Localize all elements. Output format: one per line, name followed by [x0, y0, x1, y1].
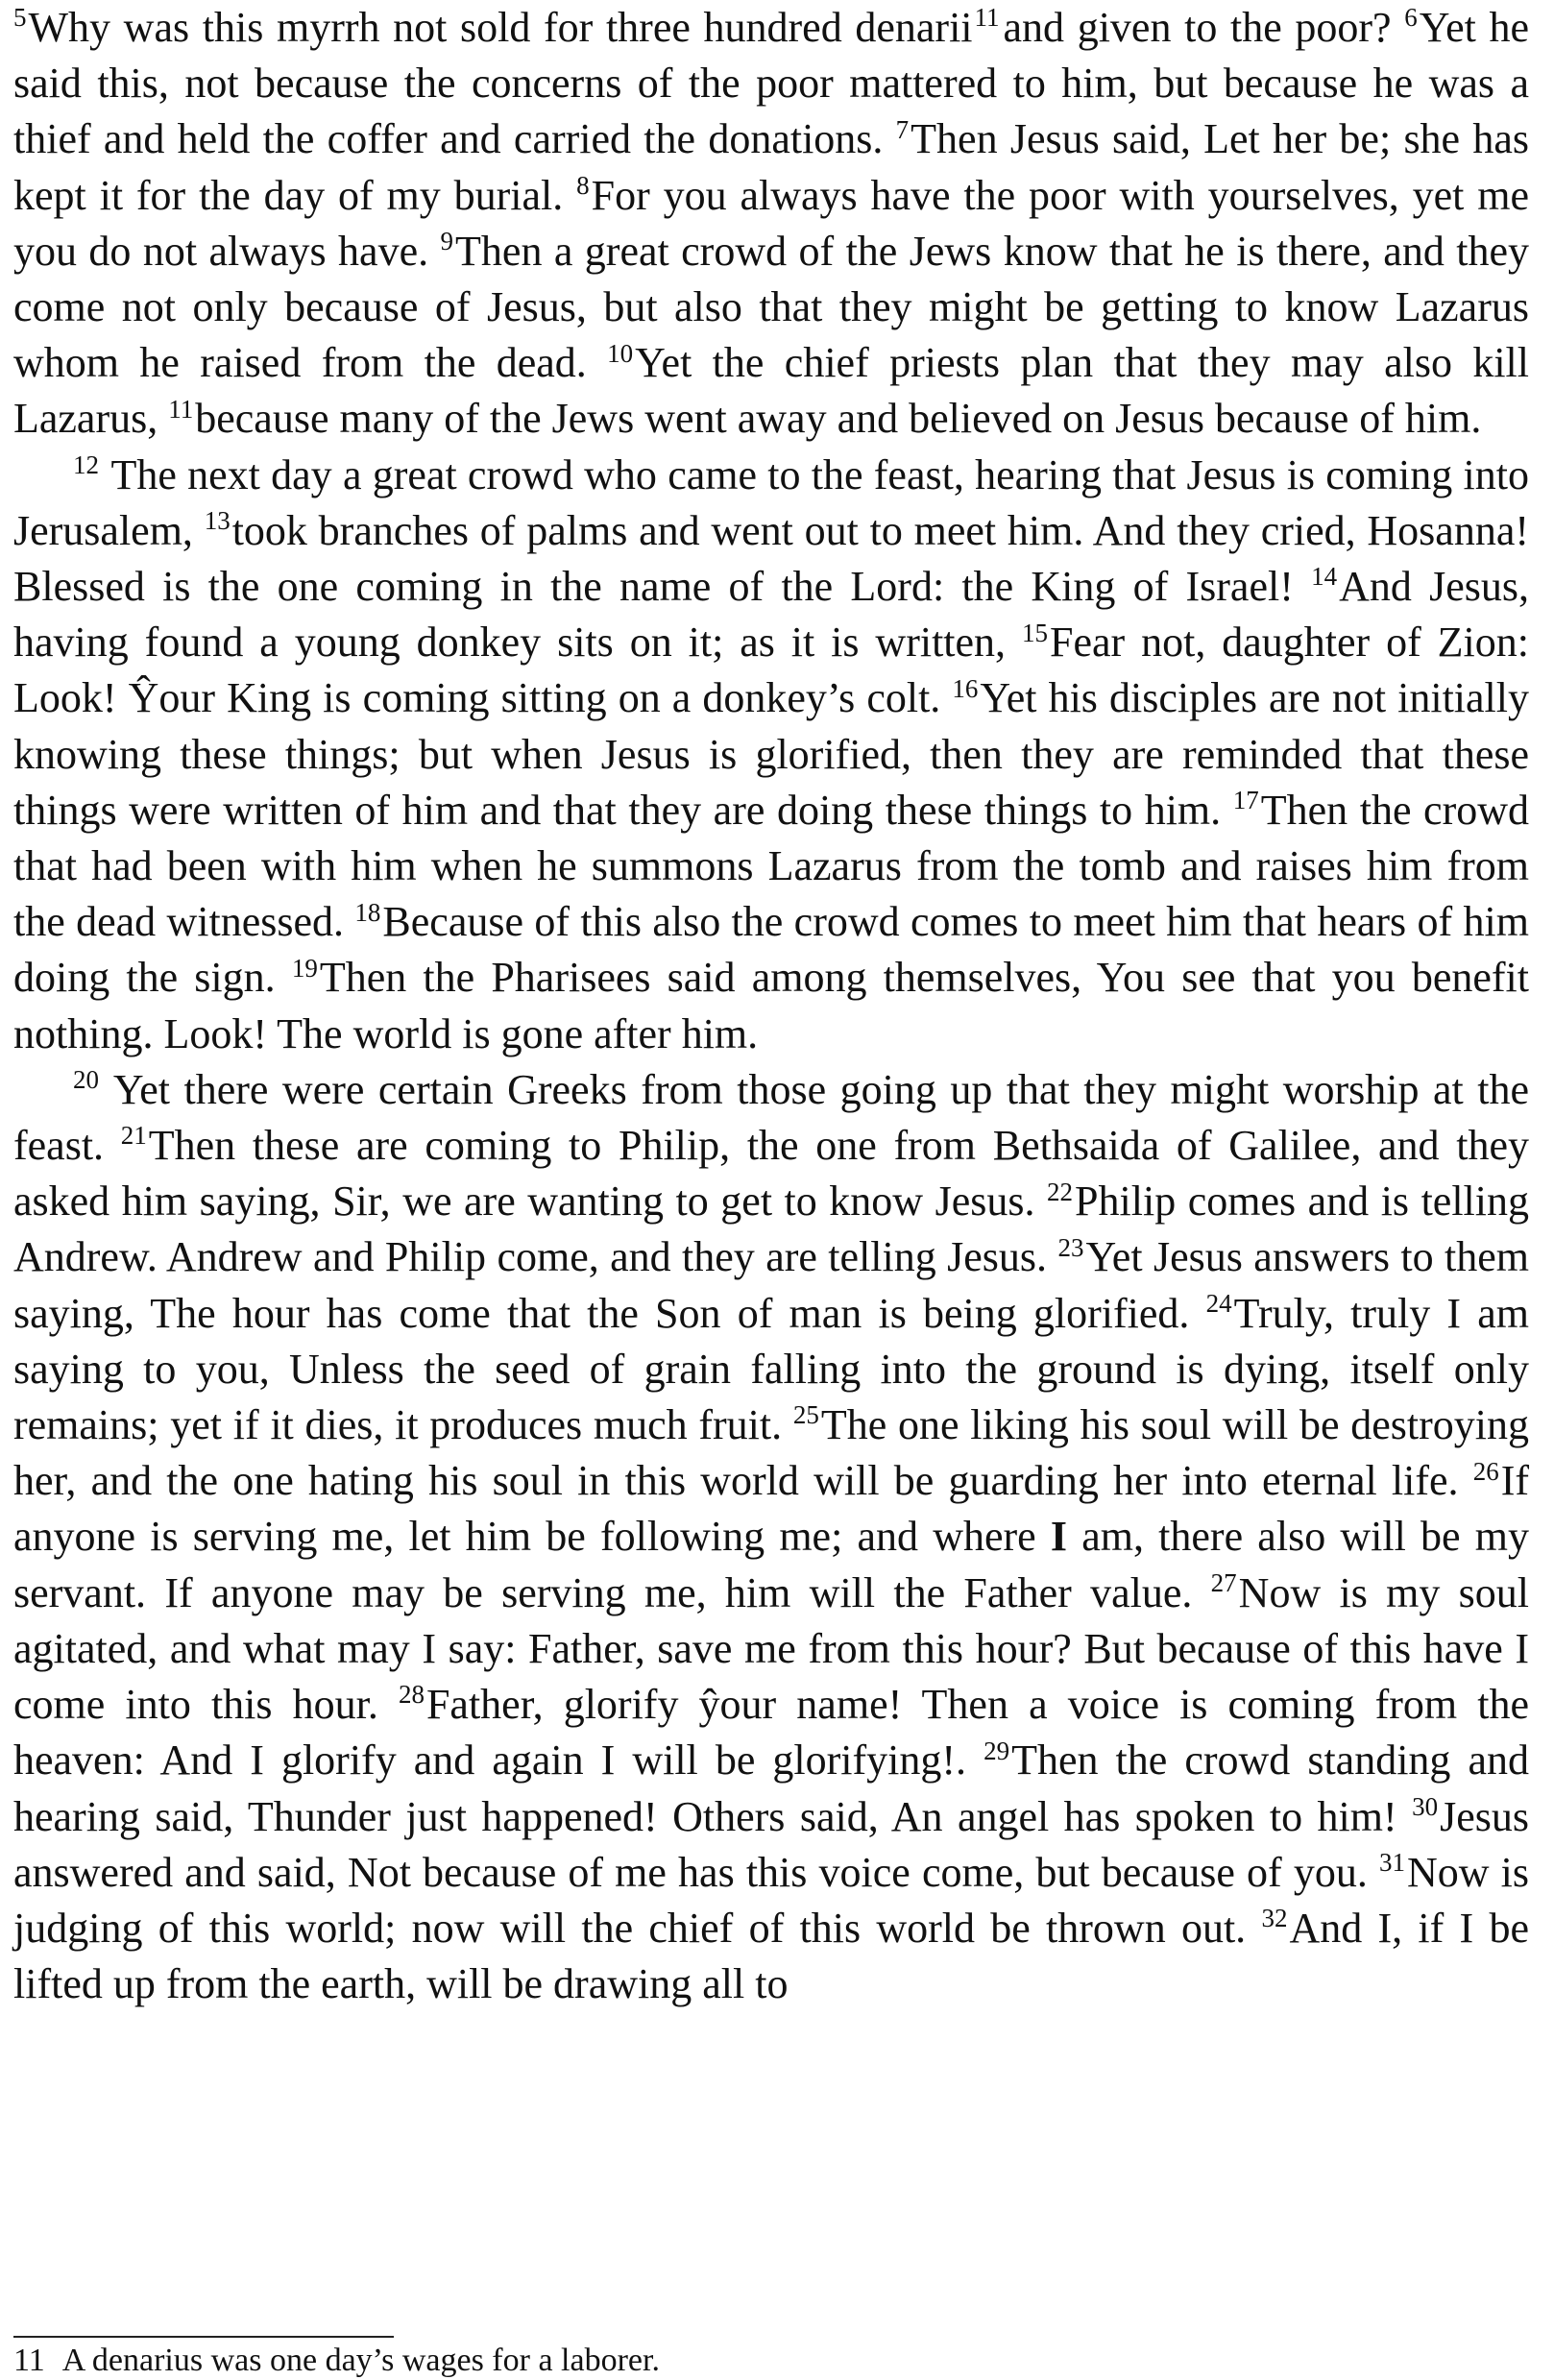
verse-text: Then the crowd standing and hearing said, Thunder just happened! Others said, An angel has spoken to him! — [13, 1736, 1530, 1840]
verse-number: 25 — [792, 1400, 819, 1430]
verse-text: took branches of palms and went out to meet him. And they cried, Hosanna! Blessed is the one coming in the name of the Lord: the King of Israel! — [13, 506, 1530, 611]
verse-text: because many of the Jews went away and believed on Jesus because of him. — [195, 395, 1482, 443]
paragraph — [13, 0, 1529, 448]
verse-number: 17 — [1232, 786, 1259, 815]
verse-text: And I, if I be lifted up from the earth, will be drawing all to — [13, 1904, 1529, 2008]
verse-number: 29 — [983, 1736, 1010, 1765]
verse-number: 21 — [120, 1121, 147, 1151]
verse-text: Truly, truly I am saying to you, Unless the seed of grain falling into the ground is dying, itself only remains; yet if it dies, it produces much fruit. — [13, 1289, 1529, 1449]
body-text — [13, 0, 1529, 2012]
verse-text: Yet his disciples are not initially knowing these things; but when Jesus is glorified, then they are reminded that these things were written of him and that they are doing these things to him. — [13, 674, 1529, 834]
verse-text: Then Jesus said, Let her be; she has kept it for the day of my burial. — [13, 115, 1529, 219]
verse-number: 22 — [1047, 1177, 1074, 1206]
footnote-rule — [13, 2336, 394, 2338]
verse-text: Philip comes and is telling Andrew. Andrew and Philip come, and they are telling Jesus. — [13, 1178, 1529, 1281]
verse-number: 26 — [1472, 1456, 1499, 1486]
paragraph — [13, 1062, 1529, 2012]
verse-text: Then these are coming to Philip, the one from Bethsaida of Galilee, and they asked him saying, Sir, we are wanting to get to know Jesus. — [13, 1122, 1529, 1226]
verse-text: Now is judging of this world; now will the chief of this world be thrown out. — [13, 1848, 1529, 1952]
verse-text: am, there also will be my servant. If anyone may be serving me, him will the Father value. — [13, 1513, 1529, 1616]
verse-text: Jesus answered and said, Not because of me has this voice come, but because of you. — [13, 1792, 1529, 1896]
verse-text: Fear not, daughter of Zion: Look! Ŷour King is coming sitting on a donkey’s colt. — [13, 619, 1529, 722]
verse-text: Then the Pharisees said among themselves, You see that you benefit nothing. Look! The world is gone after him. — [13, 954, 1530, 1057]
verse-number: 24 — [1205, 1289, 1232, 1319]
verse-number: 8 — [576, 170, 590, 200]
emphasized-text: I — [1050, 1513, 1068, 1561]
verse-number: 20 — [73, 1065, 99, 1095]
verse-number: 6 — [1404, 3, 1418, 33]
paragraph — [13, 448, 1529, 1062]
verse-number: 9 — [440, 227, 454, 256]
verse-number: 19 — [291, 953, 318, 983]
verse-number: 16 — [952, 673, 979, 703]
verse-number: 31 — [1378, 1848, 1405, 1878]
verse-text: Because of this also the crowd comes to meet him that hears of him doing the sign. — [13, 898, 1529, 1002]
verse-text: Yet the chief priests plan that they may also kill Lazarus, — [13, 339, 1530, 443]
verse-text: Yet there were certain Greeks from those going up that they might worship at the feast. — [13, 1065, 1529, 1170]
verse-text: Father, glorify ŷour name! Then a voice is coming from the heaven: And I glorify and again I will be glorifying!. — [13, 1681, 1529, 1785]
verse-number: 11 — [168, 394, 194, 424]
verse-number: 15 — [1021, 618, 1048, 647]
verse-number: 12 — [73, 449, 99, 479]
verse-number: 7 — [895, 114, 910, 144]
document-page — [13, 0, 1529, 2012]
verse-text: Now is my soul agitated, and what may I say: Father, save me from this hour? But because of this have I come into this hour. — [13, 1568, 1529, 1729]
verse-text: Yet Jesus answers to them saying, The hour has come that the Son of man is being glorified. — [13, 1233, 1529, 1337]
verse-text: For you always have the poor with yourselves, yet me you do not always have. — [13, 171, 1529, 275]
footnote-number: 11 — [13, 2343, 45, 2378]
verse-number: 5 — [13, 3, 27, 33]
verse-text: and given to the poor? — [1003, 4, 1405, 51]
footnote-reference: 11 — [974, 3, 1000, 33]
verse-text: The one liking his soul will be destroying her, and the one hating his soul in this world will be guarding her into eternal life. — [13, 1401, 1529, 1505]
verse-text: Yet he said this, not because the concerns of the poor mattered to him, but because he was a thief and held the coffer and carried the donations. — [13, 4, 1530, 163]
verse-number: 10 — [607, 338, 634, 368]
verse-number: 23 — [1057, 1232, 1084, 1262]
verse-text: Then a great crowd of the Jews know that he is there, and they come not only because of Jesus, but also that they might be getting to know Lazarus whom he raised from the dead. — [13, 227, 1530, 387]
verse-number: 14 — [1311, 562, 1338, 592]
verse-number: 18 — [354, 897, 381, 927]
footnote-text: A denarius was one day’s wages for a laborer. — [61, 2343, 660, 2378]
verse-number: 30 — [1412, 1791, 1439, 1821]
verse-number: 27 — [1210, 1568, 1237, 1598]
verse-text: And Jesus, having found a young donkey sits on it; as it is written, — [13, 563, 1529, 667]
verse-number: 32 — [1261, 1904, 1288, 1933]
verse-number: 28 — [398, 1680, 425, 1710]
verse-text: The next day a great crowd who came to the feast, hearing that Jesus is coming into Jerusalem, — [13, 450, 1529, 554]
verse-text: Why was this myrrh not sold for three hundred denarii — [28, 4, 973, 51]
verse-text: If anyone is serving me, let him be following me; and where — [13, 1457, 1529, 1561]
verse-number: 13 — [204, 506, 231, 536]
verse-text: Then the crowd that had been with him when he summons Lazarus from the tomb and raises him from the dead witnessed. — [13, 786, 1530, 946]
footnote — [13, 2342, 660, 2380]
